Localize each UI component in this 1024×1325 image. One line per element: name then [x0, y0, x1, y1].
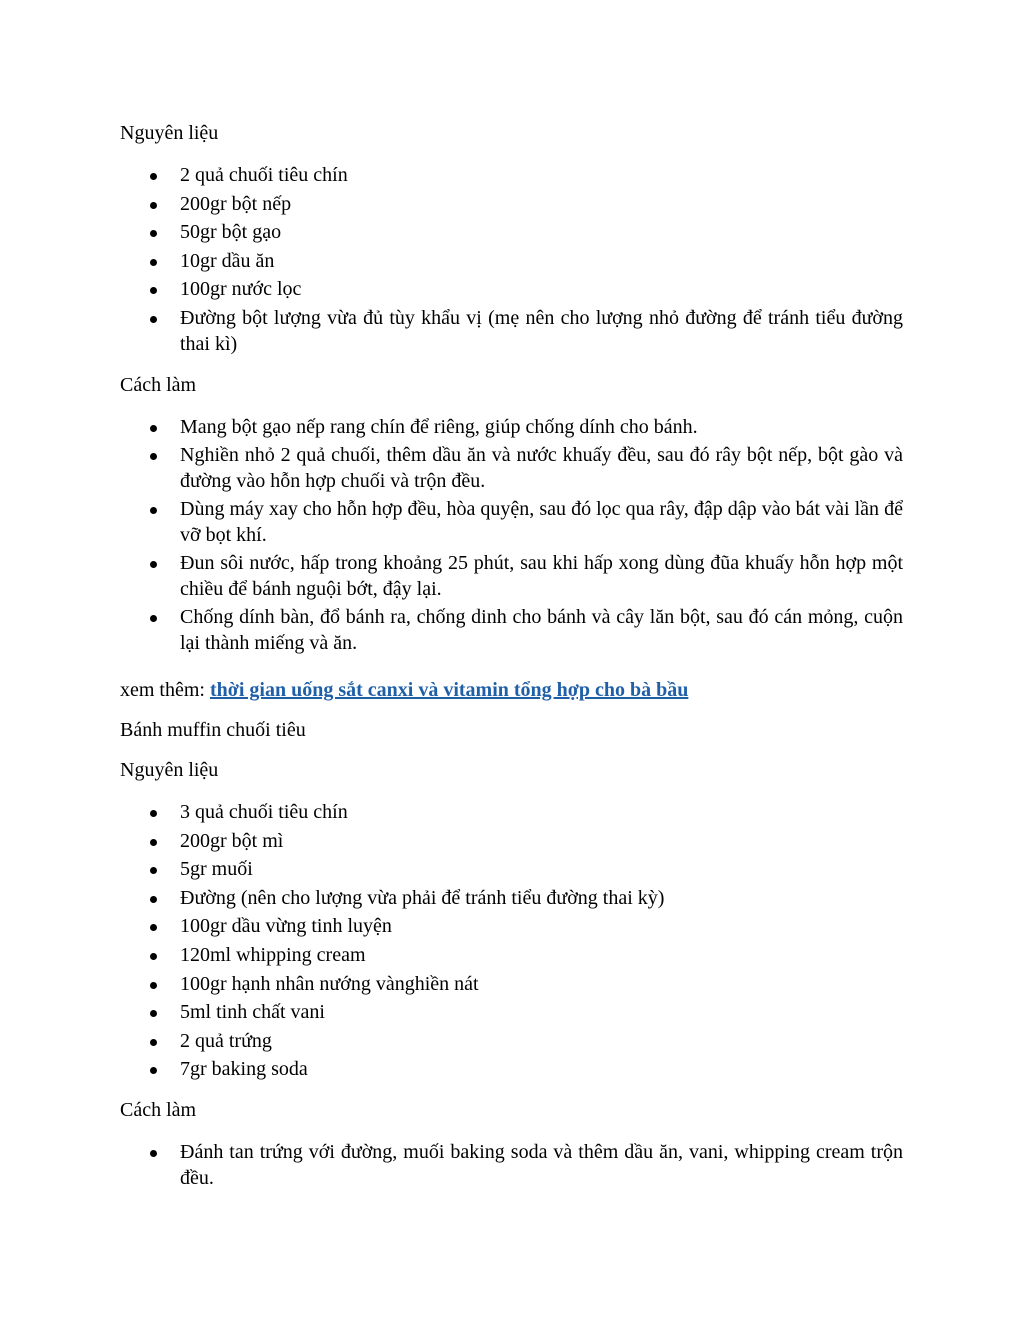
list-item: 10gr dầu ăn: [0, 248, 903, 274]
bullet-icon: [150, 924, 157, 931]
list-item: 100gr dầu vừng tinh luyện: [0, 913, 903, 939]
list-item: Đun sôi nước, hấp trong khoảng 25 phút, sau khi hấp xong dùng đũa khuấy hỗn hợp một chiều để bánh nguội bớt, đậy lại.: [0, 550, 903, 602]
ingredients-list-1: [0, 162, 1024, 357]
section-heading-ingredients-2: Nguyên liệu: [120, 759, 219, 781]
bullet-icon: [150, 425, 157, 432]
method-list-2: [0, 1139, 1024, 1191]
list-item: 50gr bột gạo: [0, 219, 903, 245]
bullet-icon: [150, 1010, 157, 1017]
list-item: 5gr muối: [0, 856, 903, 882]
list-item: Đánh tan trứng với đường, muối baking soda và thêm dầu ăn, vani, whipping cream trộn đều.: [0, 1139, 903, 1191]
list-item: Dùng máy xay cho hỗn hợp đều, hòa quyện, sau đó lọc qua rây, đập dập vào bát vài lần để vỡ bọt khí.: [0, 496, 903, 548]
bullet-icon: [150, 507, 157, 514]
bullet-icon: [150, 810, 157, 817]
bullet-icon: [150, 1067, 157, 1074]
bullet-icon: [150, 953, 157, 960]
bullet-icon: [150, 1150, 157, 1157]
list-item: 100gr hạnh nhân nướng vànghiền nát: [0, 971, 903, 997]
bullet-icon: [150, 839, 157, 846]
bullet-icon: [150, 896, 157, 903]
list-item: 2 quả chuối tiêu chín: [0, 162, 903, 188]
bullet-icon: [150, 561, 157, 568]
list-item: Chống dính bàn, đổ bánh ra, chống dinh cho bánh và cây lăn bột, sau đó cán mỏng, cuộn lại thành miếng và ăn.: [0, 604, 903, 656]
see-also-link[interactable]: thời gian uống sắt canxi và vitamin tổng hợp cho bà bầu: [209, 679, 689, 701]
list-item: 5ml tinh chất vani: [0, 999, 903, 1025]
list-item: 200gr bột mì: [0, 828, 903, 854]
bullet-icon: [150, 287, 157, 294]
list-item: 120ml whipping cream: [0, 942, 903, 968]
ingredients-list-2: [0, 799, 1024, 1082]
see-also-prefix: xem thêm:: [120, 679, 210, 701]
bullet-icon: [150, 316, 157, 323]
bullet-icon: [150, 1039, 157, 1046]
see-also-line: [120, 677, 688, 703]
list-item: Đường bột lượng vừa đủ tùy khẩu vị (mẹ nên cho lượng nhỏ đường để tránh tiểu đường thai kì): [0, 305, 903, 357]
bullet-icon: [150, 453, 157, 460]
bullet-icon: [150, 867, 157, 874]
list-item: 3 quả chuối tiêu chín: [0, 799, 903, 825]
section-heading-method-1: Cách làm: [120, 374, 197, 396]
list-item: Nghiền nhỏ 2 quả chuối, thêm dầu ăn và nước khuấy đều, sau đó rây bột nếp, bột gào và đường vào hỗn hợp chuối và trộn đều.: [0, 442, 903, 494]
list-item: 100gr nước lọc: [0, 276, 903, 302]
bullet-icon: [150, 230, 157, 237]
list-item: Mang bột gạo nếp rang chín để riêng, giúp chống dính cho bánh.: [0, 414, 903, 440]
bullet-icon: [150, 615, 157, 622]
bullet-icon: [150, 259, 157, 266]
bullet-icon: [150, 982, 157, 989]
section-heading-ingredients-1: Nguyên liệu: [120, 122, 219, 144]
list-item: 200gr bột nếp: [0, 191, 903, 217]
list-item: 2 quả trứng: [0, 1028, 903, 1054]
section-heading-method-2: Cách làm: [120, 1099, 197, 1121]
list-item: Đường (nên cho lượng vừa phải để tránh tiểu đường thai kỳ): [0, 885, 903, 911]
recipe-title: Bánh muffin chuối tiêu: [120, 719, 306, 741]
bullet-icon: [150, 173, 157, 180]
method-list-1: [0, 414, 1024, 656]
list-item: 7gr baking soda: [0, 1056, 903, 1082]
bullet-icon: [150, 202, 157, 209]
